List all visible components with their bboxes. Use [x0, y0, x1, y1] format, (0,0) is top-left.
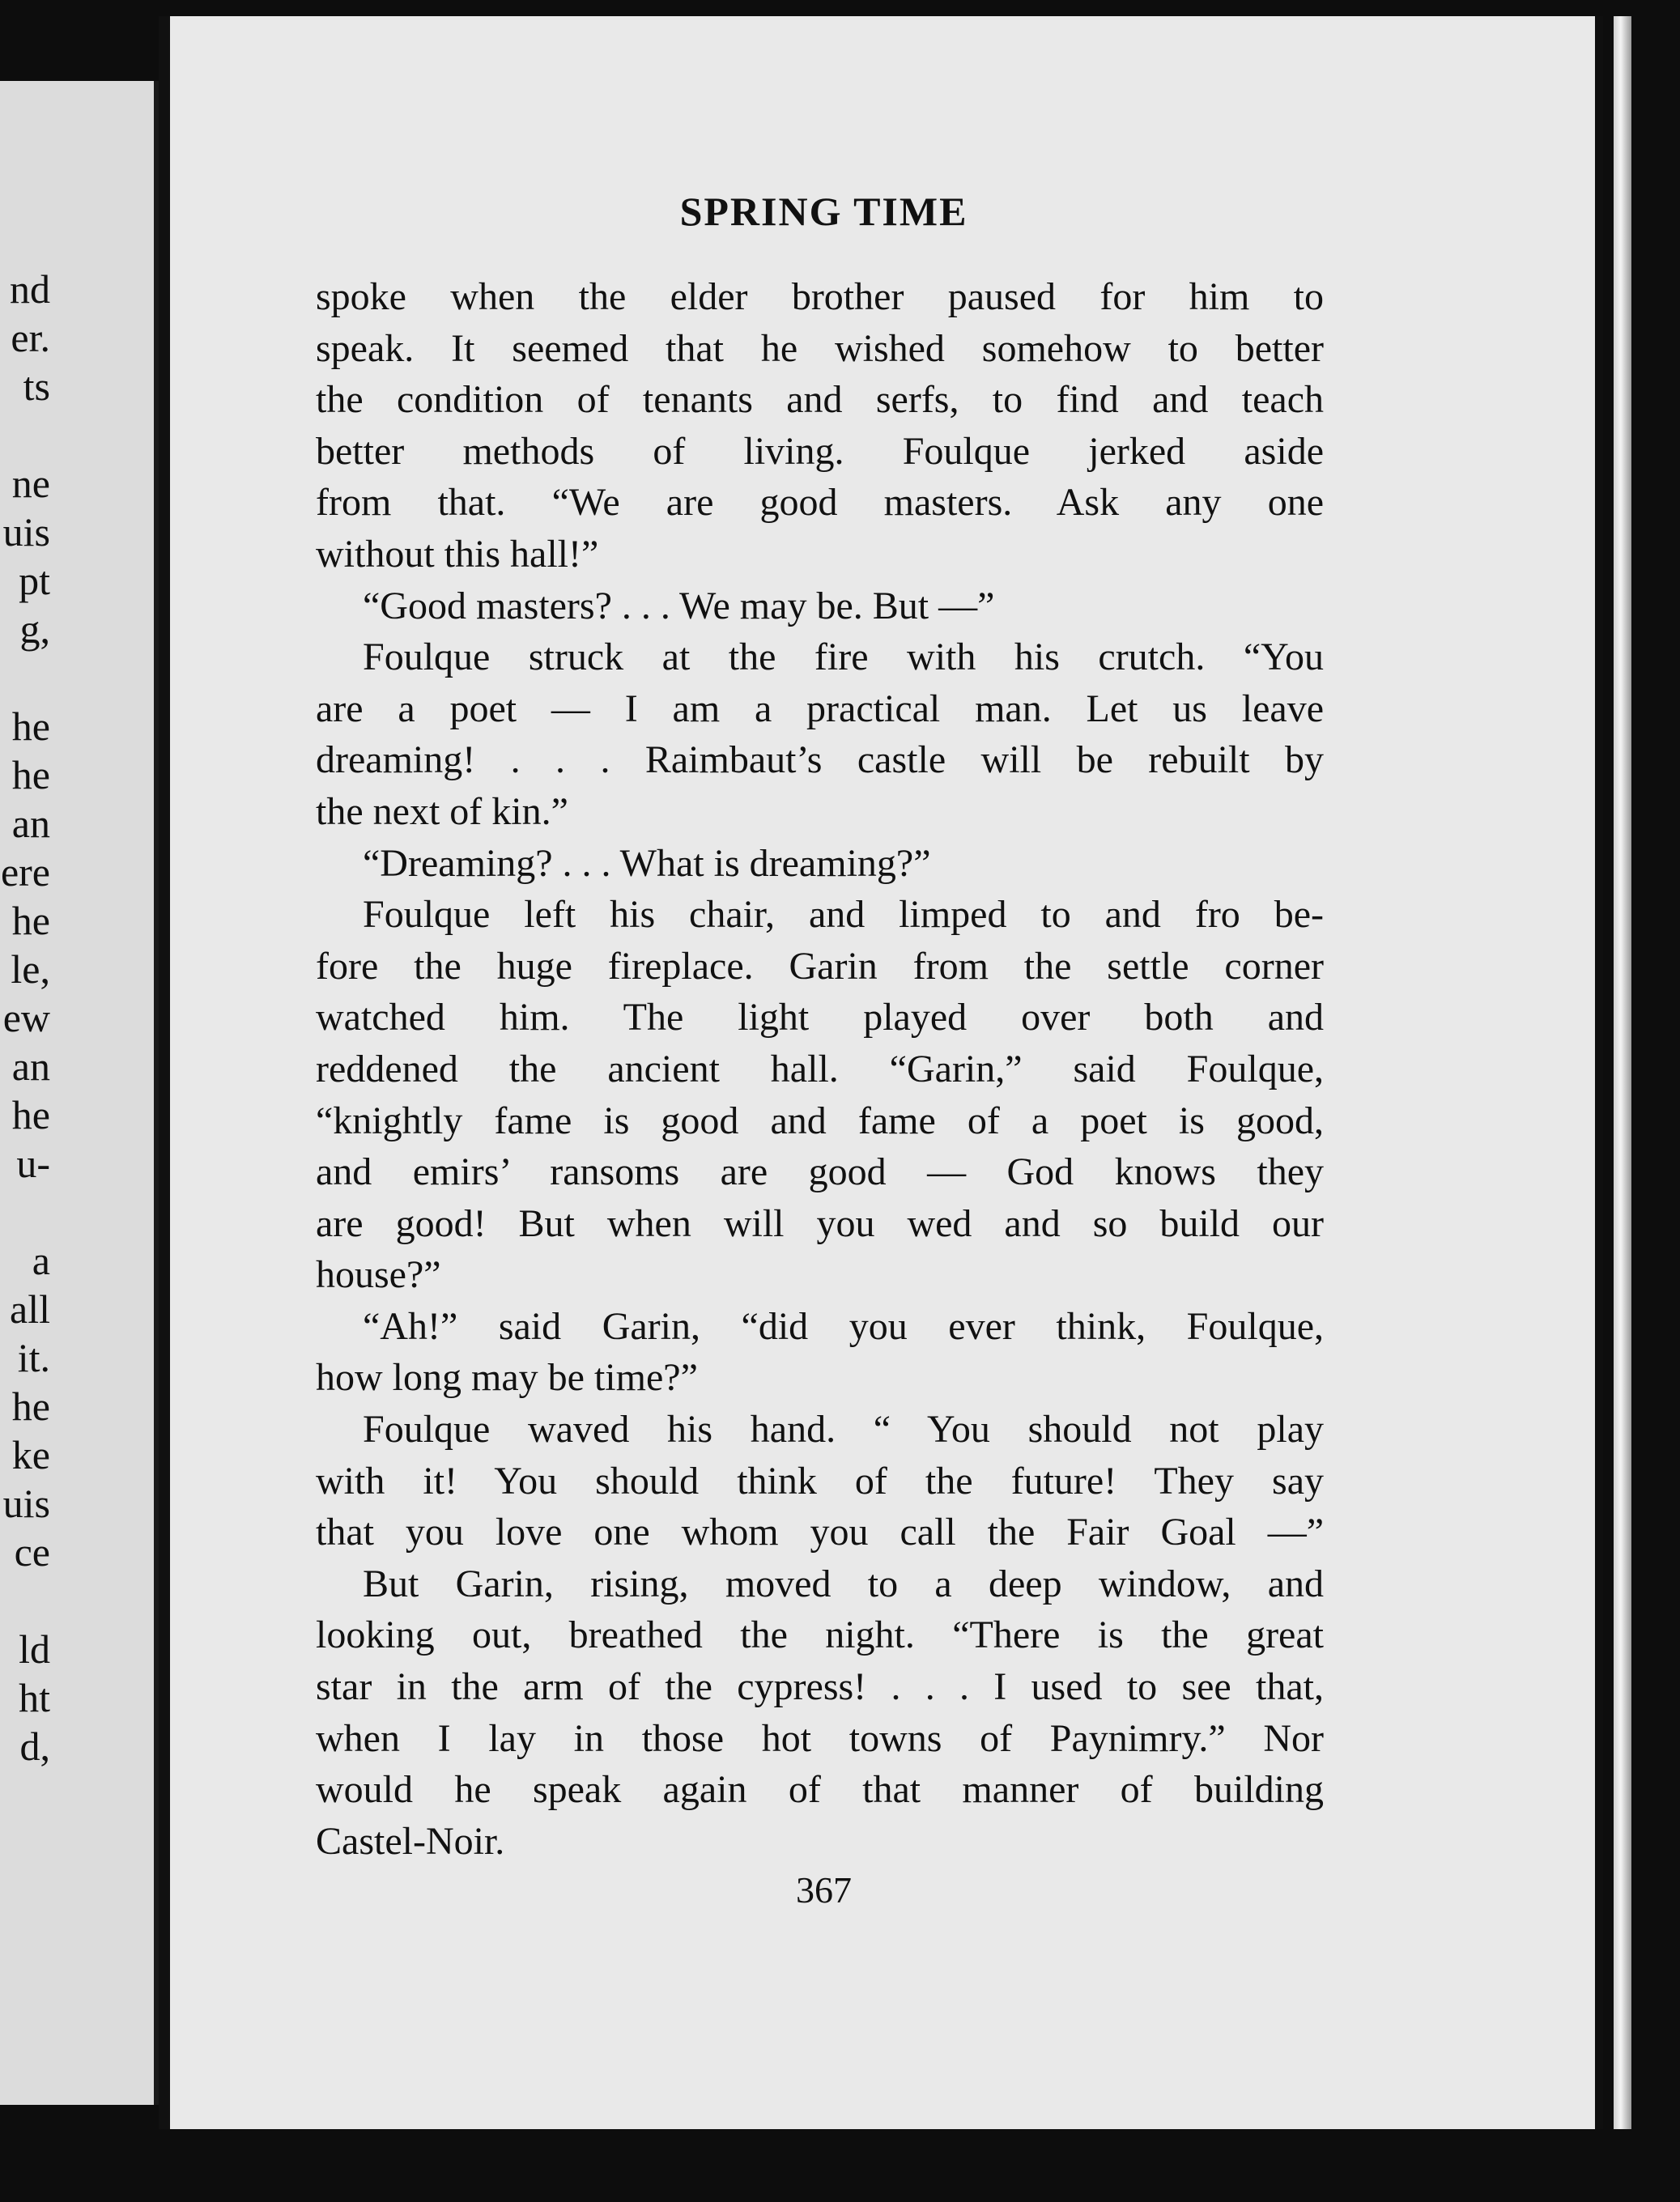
text-line: house?” [316, 1253, 441, 1297]
facing-page-line-end: ke [11, 1432, 50, 1477]
text-line: reddened the ancient hall. “Garin,” said Foulque, [316, 1047, 1324, 1090]
page-number: 367 [796, 1869, 852, 1911]
text-line: star in the arm of the cypress! . . . I used to see that, [316, 1665, 1324, 1709]
facing-page-line-end: pt [19, 558, 50, 603]
text-line: would he speak again of that manner of building [316, 1768, 1324, 1812]
facing-page-line-end: he [11, 1384, 50, 1429]
text-line: better methods of living. Foulque jerked aside [316, 429, 1324, 473]
text-line: the condition of tenants and serfs, to find and teach [316, 378, 1324, 422]
text-line: Foulque left his chair, and limped to and fro be- [363, 893, 1324, 937]
text-line: from that. “We are good masters. Ask any one [316, 481, 1324, 525]
text-line: fore the huge fireplace. Garin from the settle corner [316, 944, 1324, 988]
text-line: Foulque struck at the fire with his crutch. “You [363, 636, 1324, 679]
text-line: “Good masters? . . . We may be. But —” [363, 584, 995, 627]
facing-page-line-end: le, [11, 946, 50, 992]
text-line: Castel-Noir. [316, 1819, 505, 1863]
facing-page-line-end: he [11, 752, 50, 797]
facing-page-line-end: an [11, 801, 50, 846]
facing-page-line-end: uis [2, 509, 50, 555]
text-line: and emirs’ ransoms are good — God knows they [316, 1150, 1324, 1194]
text-line: “knightly fame is good and fame of a poet is good, [316, 1099, 1324, 1142]
facing-page-line-end: er. [11, 315, 50, 360]
text-line: that you love one whom you call the Fair Goal —” [316, 1511, 1324, 1554]
text-line: without this hall!” [316, 532, 599, 576]
text-line: “Dreaming? . . . What is dreaming?” [363, 841, 931, 885]
facing-page-line-end: uis [2, 1481, 50, 1526]
page-edge [1614, 16, 1631, 2129]
facing-page [0, 81, 159, 2105]
facing-page-line-end: nd [10, 266, 50, 312]
facing-page-line-end: he [11, 704, 50, 749]
text-line: with it! You should think of the future! They say [316, 1459, 1324, 1503]
facing-page-line-end: an [11, 1044, 50, 1089]
facing-page-line-end: he [11, 898, 50, 943]
facing-page-line-end: ld [19, 1626, 50, 1672]
facing-page-line-end: ne [11, 461, 50, 506]
text-line: watched him. The light played over both and [316, 996, 1324, 1039]
text-line: Foulque waved his hand. “ You should not play [363, 1408, 1324, 1452]
facing-page-line-end: ts [23, 363, 50, 409]
text-line: But Garin, rising, moved to a deep window, and [363, 1562, 1324, 1605]
facing-page-line-end: a [32, 1238, 50, 1283]
facing-page-line-end: ere [0, 849, 50, 895]
facing-page-line-end: it. [17, 1335, 50, 1380]
text-line: “Ah!” said Garin, “did you ever think, Foulque, [363, 1304, 1324, 1348]
facing-page-line-end: u- [16, 1141, 50, 1186]
book-gutter [159, 16, 170, 2129]
facing-page-line-end: ce [14, 1529, 50, 1575]
text-line: are a poet — I am a practical man. Let us leave [316, 687, 1324, 730]
running-head: SPRING TIME [679, 189, 968, 234]
text-line: looking out, breathed the night. “There is the great [316, 1613, 1324, 1657]
facing-page-line-end: g, [19, 606, 50, 652]
text-line: spoke when the elder brother paused for him to [316, 275, 1324, 318]
facing-page-line-end: d, [19, 1724, 50, 1769]
text-line: dreaming! . . . Raimbaut’s castle will be rebuilt by [316, 738, 1324, 782]
body-text [316, 271, 1324, 1867]
facing-page-line-end: all [10, 1286, 50, 1332]
facing-page-line-end: ht [19, 1675, 50, 1720]
text-line: are good! But when will you wed and so build our [316, 1201, 1324, 1245]
text-line: speak. It seemed that he wished somehow to better [316, 326, 1324, 370]
text-line: how long may be time?” [316, 1356, 698, 1400]
facing-page-line-end: ew [2, 995, 50, 1040]
text-line: the next of kin.” [316, 789, 568, 833]
facing-page-line-end: he [11, 1092, 50, 1137]
text-line: when I lay in those hot towns of Paynimry.” Nor [316, 1716, 1324, 1760]
